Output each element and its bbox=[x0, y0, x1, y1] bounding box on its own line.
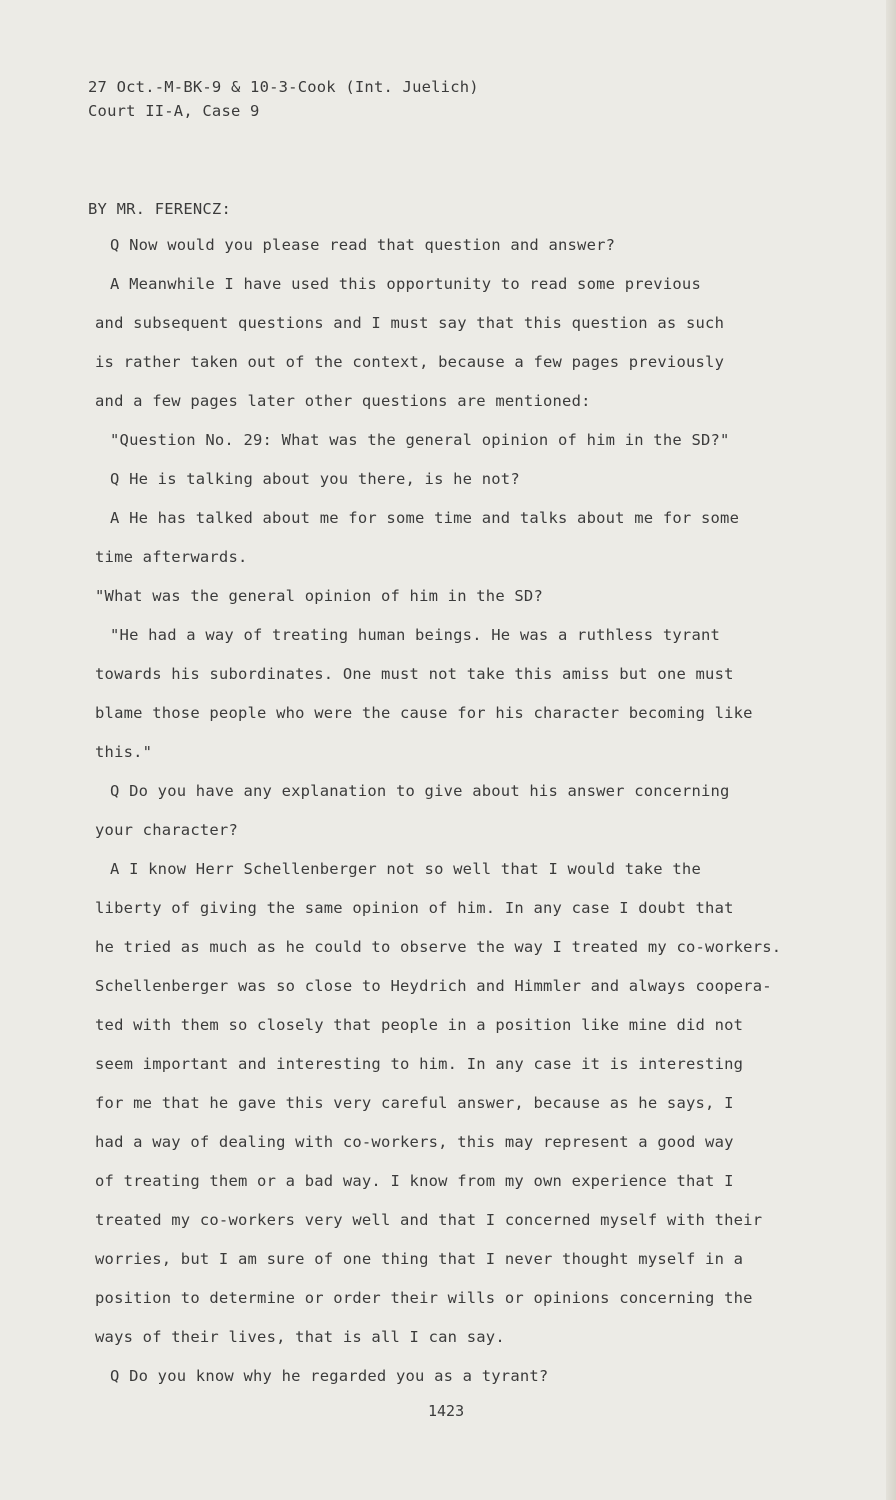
transcript-line: he tried as much as he could to observe the way I treated my co-workers. bbox=[95, 938, 782, 956]
transcript-line: Q Now would you please read that question and answer? bbox=[110, 236, 616, 254]
transcript-line: "He had a way of treating human beings. He was a ruthless tyrant bbox=[110, 626, 721, 644]
transcript-line: towards his subordinates. One must not take this amiss but one must bbox=[95, 665, 734, 683]
header-line-2: Court II-A, Case 9 bbox=[88, 102, 260, 120]
transcript-line: ted with them so closely that people in a position like mine did not bbox=[95, 1016, 744, 1034]
transcript-line: Schellenberger was so close to Heydrich and Himmler and always coopera- bbox=[95, 977, 772, 995]
transcript-line: Q He is talking about you there, is he not? bbox=[110, 470, 520, 488]
transcript-line: "What was the general opinion of him in the SD? bbox=[95, 587, 543, 605]
header-line-1: 27 Oct.-M-BK-9 & 10-3-Cook (Int. Juelich) bbox=[88, 78, 479, 96]
page-number: 1423 bbox=[428, 1402, 465, 1420]
page-edge-shadow bbox=[886, 0, 896, 1500]
transcript-line: blame those people who were the cause for his character becoming like bbox=[95, 704, 753, 722]
section-heading: BY MR. FERENCZ: bbox=[88, 200, 231, 218]
transcript-line: and subsequent questions and I must say that this question as such bbox=[95, 314, 725, 332]
transcript-line: time afterwards. bbox=[95, 548, 248, 566]
transcript-line: for me that he gave this very careful answer, because as he says, I bbox=[95, 1094, 734, 1112]
transcript-line: worries, but I am sure of one thing that I never thought myself in a bbox=[95, 1250, 744, 1268]
transcript-line: "Question No. 29: What was the general opinion of him in the SD?" bbox=[110, 431, 730, 449]
transcript-line: liberty of giving the same opinion of him. In any case I doubt that bbox=[95, 899, 734, 917]
transcript-line: your character? bbox=[95, 821, 238, 839]
transcript-line: A I know Herr Schellenberger not so well that I would take the bbox=[110, 860, 701, 878]
transcript-line: A Meanwhile I have used this opportunity to read some previous bbox=[110, 275, 701, 293]
transcript-line: of treating them or a bad way. I know from my own experience that I bbox=[95, 1172, 734, 1190]
transcript-line: treated my co-workers very well and that I concerned myself with their bbox=[95, 1211, 763, 1229]
transcript-line: this." bbox=[95, 743, 153, 761]
transcript-line: position to determine or order their wills or opinions concerning the bbox=[95, 1289, 753, 1307]
transcript-line: seem important and interesting to him. In any case it is interesting bbox=[95, 1055, 744, 1073]
transcript-line: is rather taken out of the context, because a few pages previously bbox=[95, 353, 725, 371]
transcript-line: A He has talked about me for some time and talks about me for some bbox=[110, 509, 740, 527]
transcript-line: ways of their lives, that is all I can say. bbox=[95, 1328, 505, 1346]
transcript-line: Q Do you have any explanation to give about his answer concerning bbox=[110, 782, 730, 800]
transcript-line: Q Do you know why he regarded you as a tyrant? bbox=[110, 1367, 549, 1385]
transcript-line: had a way of dealing with co-workers, this may represent a good way bbox=[95, 1133, 734, 1151]
transcript-line: and a few pages later other questions are mentioned: bbox=[95, 392, 591, 410]
